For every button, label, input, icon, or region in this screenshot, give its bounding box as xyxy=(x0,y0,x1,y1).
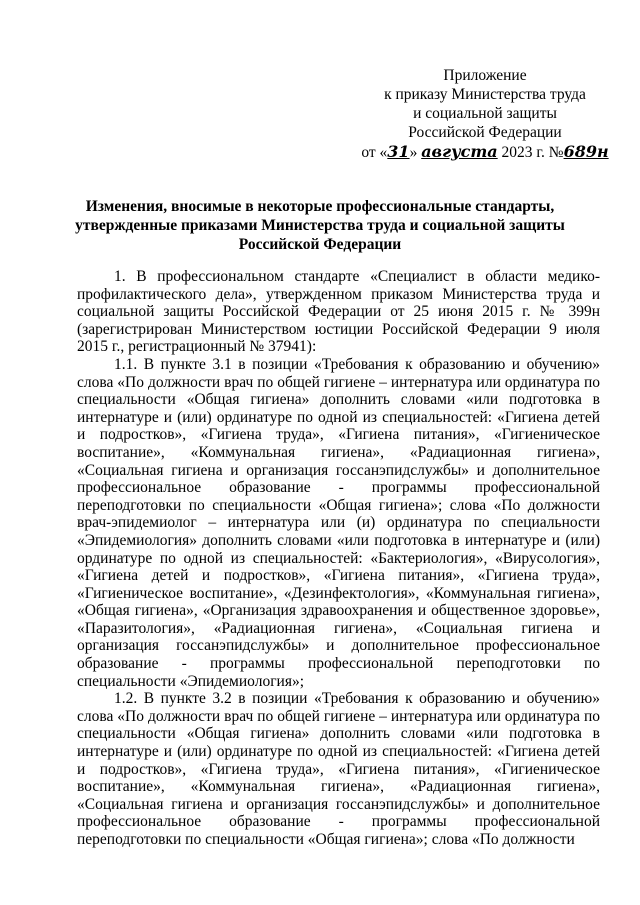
appendix-label: Приложение xyxy=(443,67,527,84)
appendix-ministry: и социальной защиты xyxy=(413,105,557,122)
appendix-order-ref: к приказу Министерства труда xyxy=(384,86,586,103)
document-title xyxy=(40,197,600,254)
order-number: 689н xyxy=(563,142,609,161)
title-line-1: Изменения, вносимые в некоторые профессиональные стандарты, xyxy=(85,198,555,215)
date-year: 2023 г. № xyxy=(497,144,564,161)
paragraph-1-1: 1.1. В пункте 3.1 в позиции «Требования к образованию и обучению» слова «По должности врач по общей гигиене – интернатура или ординатура по специальности «Общая гигиена» дополнить словами «или подготовка в интернатуре и (или) ординатуре по одной из специальностей: «Гигиена детей и подростков», «Гигиена труда», «Гигиена питания», «Гигиеническое воспитание», «Коммунальная гигиена», «Радиационная гигиена», «Социальная гигиена и организация госсанэпидслужбы» и дополнительное профессиональное образование - программы профессиональной переподготовки по специальности «Общая гигиена»; слова «По должности врач-эпидемиолог – интернатура или (и) ординатура по специальности «Эпидемиология» дополнить словами «или подготовка в интернатуре и (или) ординатуре по одной из специальностей: «Бактериология», «Вирусология», «Гигиена детей и подростков», «Гигиена питания», «Гигиена труда», «Гигиеническое воспитание», «Дезинфектология», «Коммунальная гигиена», «Общая гигиена», «Организация здравоохранения и общественное здоровье», «Паразитология», «Радиационная гигиена», «Социальная гигиена и организация госсанэпидслужбы» и дополнительное профессиональное образование - программы профессиональной переподготовки по специальности «Эпидемиология»; xyxy=(77,355,600,690)
date-mid: » xyxy=(409,144,422,161)
document-body xyxy=(77,268,600,849)
date-day: 31 xyxy=(387,142,410,161)
title-line-3: Российской Федерации xyxy=(238,236,402,253)
date-prefix: от « xyxy=(361,144,388,161)
appendix-block xyxy=(360,66,610,162)
date-month: августа xyxy=(421,142,498,161)
paragraph-1: 1. В профессиональном стандарте «Специалист в области медико-профилактического дела», утвержденном приказом Министерства труда и социальной защиты Российской Федерации от 25 июня 2015 г. № 399н (зарегистрирован Министерством юстиции Российской Федерации 9 июля 2015 г., регистрационный № 37941): xyxy=(77,268,600,356)
appendix-date-line xyxy=(360,142,610,162)
title-line-2: утвержденные приказами Министерства труда и социальной защиты xyxy=(75,217,565,234)
appendix-country: Российской Федерации xyxy=(408,124,562,141)
paragraph-1-2: 1.2. В пункте 3.2 в позиции «Требования к образованию и обучению» слова «По должности врач по общей гигиене – интернатура или ординатура по специальности «Общая гигиена» дополнить словами «или подготовка в интернатуре и (или) ординатуре по одной из специальностей: «Гигиена детей и подростков», «Гигиена труда», «Гигиена питания», «Гигиеническое воспитание», «Коммунальная гигиена», «Радиационная гигиена», «Социальная гигиена и организация госсанэпидслужбы» и дополнительное профессиональное образование - программы профессиональной переподготовки по специальности «Общая гигиена»; слова «По должности xyxy=(77,690,600,848)
